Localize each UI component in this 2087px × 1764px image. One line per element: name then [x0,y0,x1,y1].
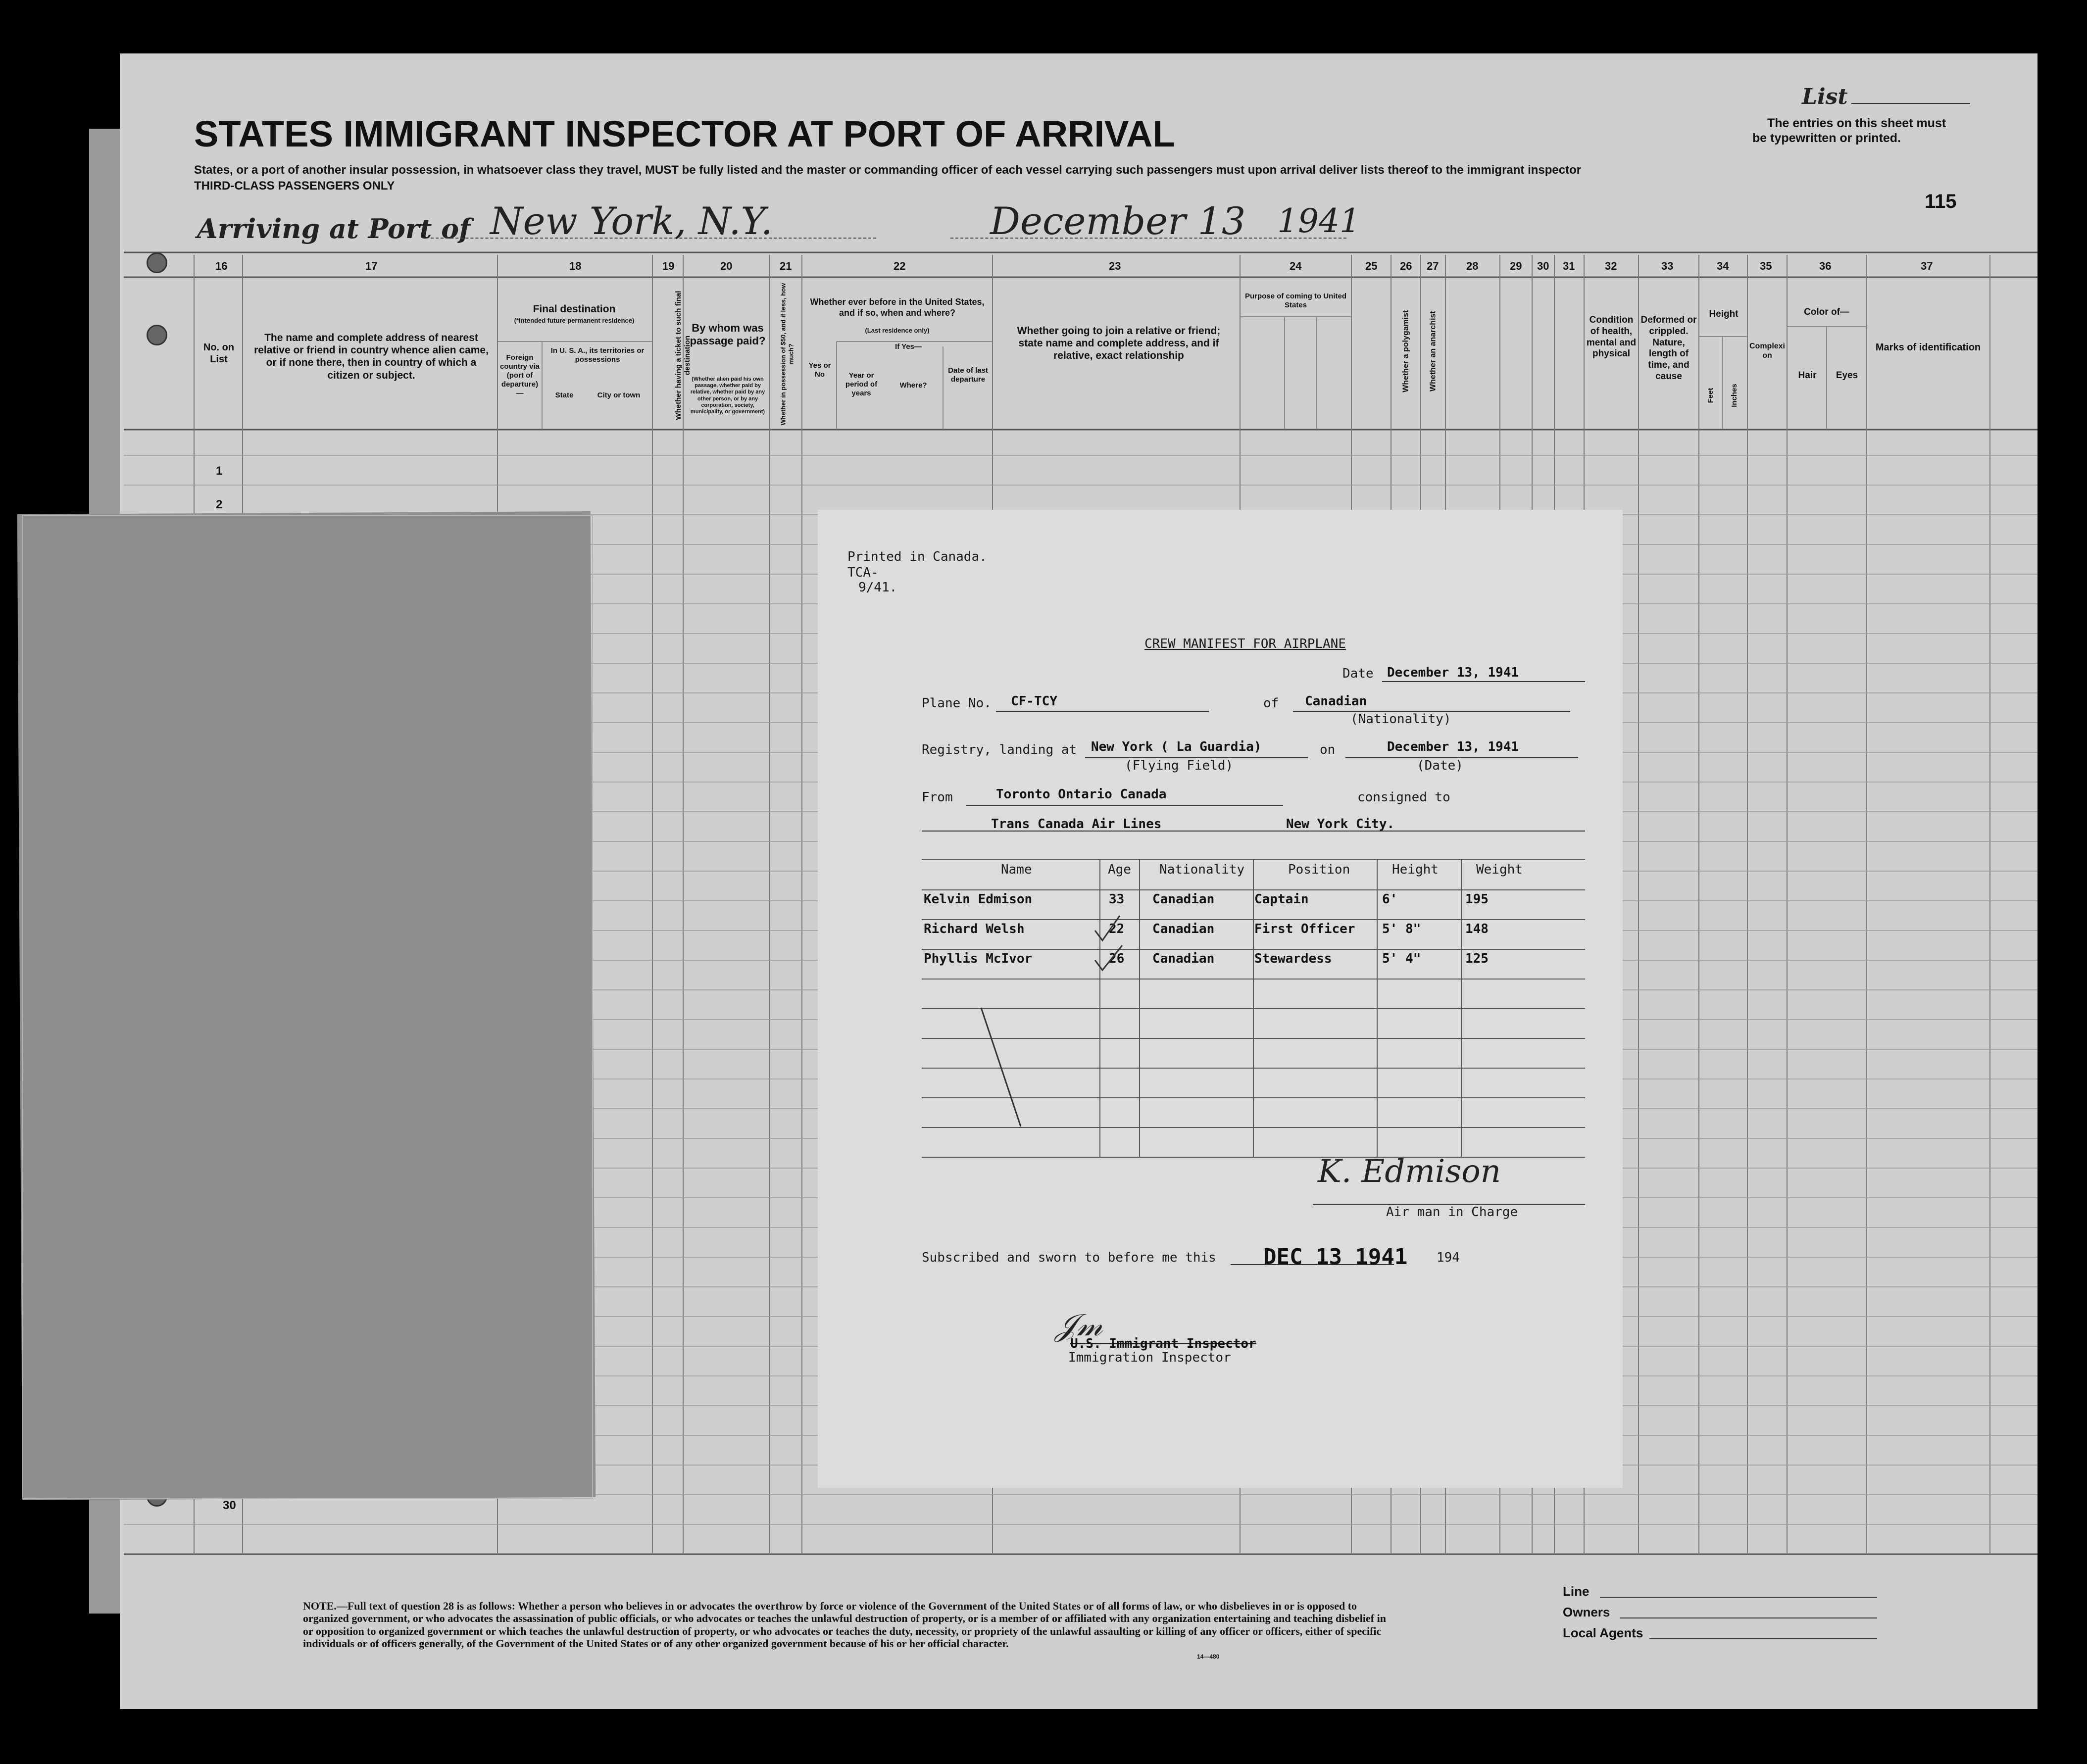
landing-date: December 13, 1941 [1387,739,1519,754]
col-34-header: Height [1709,309,1739,319]
owners-label: Owners [1563,1605,1610,1619]
of-label: of [1263,696,1279,711]
col-num-24: 24 [1290,260,1302,272]
sworn-year: 194 [1437,1250,1460,1265]
col-21-header: Whether in possession of $50, and if less, how much? [779,283,795,426]
col-num-30: 30 [1537,260,1549,272]
col-19-header: Whether having a ticket to such final destination [674,291,692,420]
form-date: 9/41. [858,580,897,595]
registry-label: Registry, landing at [922,742,1077,757]
col-36-eyes: Eyes [1836,370,1858,381]
col-18-usa: In U. S. A., its territories or possessions [550,346,645,364]
row-number-30: 30 [223,1499,236,1512]
col-26-header: Whether a polygamist [1401,310,1410,392]
year-handwritten: 1941 [1277,202,1360,240]
col-num-16: 16 [215,260,228,272]
crew-weight: 125 [1465,951,1489,966]
col-num-33: 33 [1661,260,1674,272]
col-22-ifyes: If Yes— [895,343,922,351]
col-22-sub: (Last residence only) [865,327,930,334]
col-num-18: 18 [569,260,582,272]
col-num-20: 20 [720,260,733,272]
on-label: on [1320,742,1336,757]
col-18-foreign: Foreign country via (port of departure)— [499,353,540,397]
page-number: 115 [1925,191,1957,212]
crew-header-position: Position [1288,862,1350,877]
crew-manifest-sheet [818,510,1623,1488]
crew-header-name: Name [1001,862,1032,877]
crew-position: Captain [1254,892,1309,907]
landing-field: New York ( La Guardia) [1091,739,1262,754]
crew-header-age: Age [1108,862,1131,877]
col-36-hair: Hair [1798,370,1817,381]
col-no-on-list: No. on List [203,342,235,365]
col-num-34: 34 [1717,260,1729,272]
col-27-header: Whether an anarchist [1429,311,1438,392]
col-18-city: City or town [597,391,641,399]
col-18-sub: (*Intended future permanent residence) [514,317,635,324]
crew-weight: 148 [1465,922,1489,936]
plane-number: CF-TCY [1011,694,1057,709]
port-handwritten: New York, N.Y. [490,199,773,243]
crew-position: First Officer [1254,922,1355,936]
col-num-29: 29 [1510,260,1522,272]
inspector-label: Immigration Inspector [1068,1350,1231,1365]
consignee-city: New York City. [1286,817,1395,832]
form-subtitle: States, or a port of another insular possession, in whatsoever class they travel, MUST be fully listed and the master or commanding officer of each vessel carrying such passengers must upon arrival deliver lists thereof to the immigrant inspector [194,163,1582,177]
col-20-header: By whom was passage paid? [690,322,766,347]
col-20-sub: (Whether alien paid his own passage, whether paid by relative, whether paid by any other person, or by any corporation, society, municipality, or government) [690,376,765,415]
nationality-caption: (Nationality) [1350,712,1451,727]
col-22-years: Year or period of years [845,371,878,397]
row-number-1: 1 [216,464,223,478]
crew-nationality: Canadian [1152,892,1215,907]
col-33-header: Deformed or crippled. Nature, length of time, and cause [1640,315,1697,382]
arriving-label: Arriving at Port of [197,213,471,245]
col-num-32: 32 [1605,260,1617,272]
col-num-25: 25 [1365,260,1378,272]
from-label: From [922,790,953,805]
form-title: STATES IMMIGRANT INSPECTOR AT PORT OF ARRIVAL [194,113,1175,154]
inspector-stamp: U.S. Immigrant Inspector [1070,1336,1256,1351]
col-18-title: Final destination [533,303,616,315]
from-location: Toronto Ontario Canada [996,787,1167,802]
col-num-17: 17 [365,260,378,272]
crew-name: Richard Welsh [924,922,1025,936]
manifest-date: December 13, 1941 [1387,665,1519,680]
col-22-yesno: Yes or No [808,361,831,379]
manifest-title: CREW MANIFEST FOR AIRPLANE [1144,637,1346,651]
list-label: List [1802,84,1848,109]
printed-in-label: Printed in Canada. [847,549,987,564]
col-num-21: 21 [780,260,792,272]
sworn-label: Subscribed and sworn to before me this [922,1250,1216,1265]
date-handwritten: December 13 [990,199,1246,243]
col-num-19: 19 [662,260,675,272]
row-number-2: 2 [216,498,223,511]
col-34-inches: Inches [1730,384,1739,407]
col-num-22: 22 [894,260,906,272]
crew-header-nationality: Nationality [1159,862,1245,877]
date-caption: (Date) [1417,758,1463,773]
col-num-26: 26 [1400,260,1412,272]
form-footer [120,1559,2037,1708]
consignee: Trans Canada Air Lines [991,817,1162,832]
col-17-header: The name and complete address of nearest relative or friend in country whence alien came, or if none there, then in country of which a citizen or subject. [254,332,489,381]
third-class-note: THIRD-CLASS PASSENGERS ONLY [194,179,395,193]
crew-height: 5' 8" [1382,922,1421,936]
plane-nationality: Canadian [1305,694,1367,709]
col-num-31: 31 [1563,260,1575,272]
col-36-header: Color of— [1804,307,1849,317]
col-num-36: 36 [1819,260,1832,272]
check-marks [1085,886,1130,975]
plane-label: Plane No. [922,696,992,711]
consigned-label: consigned to [1357,790,1450,805]
col-34-feet: Feet [1706,388,1715,403]
line-label: Line [1563,1584,1590,1599]
entries-note-2: be typewritten or printed. [1752,131,1901,145]
col-23-header: Whether going to join a relative or friend; state name and complete address, and if relative, exact relationship [1017,325,1221,362]
crew-name: Kelvin Edmison [924,892,1033,907]
sworn-date-stamp: DEC 13 1941 [1263,1244,1408,1270]
col-num-35: 35 [1760,260,1772,272]
col-num-23: 23 [1109,260,1121,272]
footer-note: NOTE.—Full text of question 28 is as follows: Whether a person who believes in or advocates the overthrow by force or violence of the Government of the United States or of all forms of law, or who disbelieves in or is opposed to organized government, or who advocates the assassination of public officials, or who advocates or teaches the unlawful destruction of property, or is a member of or affiliated with any organization entertaining and teaching disbelief in or opposition to organized government or which teaches the unlawful destruction of property, or who advocates or teaches the duty, necessity, or propriety of the unlawful assaulting or killing of any officer or officers, either of specific individuals or of officers generally, of the Government of the United States or of any other organized government because of his or her official character. [303,1600,1386,1650]
entries-note-1: The entries on this sheet must [1767,116,1946,130]
crew-height: 6' [1382,892,1398,907]
crew-nationality: Canadian [1152,951,1215,966]
col-22-where: Where? [899,381,927,390]
crew-nationality: Canadian [1152,922,1215,936]
crew-height: 5' 4" [1382,951,1421,966]
footer-form-code: 14—480 [1197,1653,1220,1660]
col-num-27: 27 [1427,260,1439,272]
local-agents-label: Local Agents [1563,1625,1643,1640]
folder-edge [22,515,593,1499]
binder-hole [147,252,167,273]
date-label: Date [1342,666,1374,681]
binder-hole [147,325,167,345]
crew-age: 33 [1109,892,1125,907]
flying-field-caption: (Flying Field) [1125,758,1234,773]
crew-header-weight: Weight [1476,862,1523,877]
inspector-signature: 𝒥𝓂 [1055,1307,1103,1343]
crew-name: Phyllis McIvor [924,951,1033,966]
form-code: TCA- [847,565,879,580]
crew-age: 22 [1109,922,1125,936]
col-32-header: Condition of health, mental and physical [1586,315,1637,359]
col-37-header: Marks of identification [1875,342,1981,353]
airman-signature: K. Edmison [1318,1153,1501,1190]
crew-header-height: Height [1392,862,1439,877]
airman-label: Air man in Charge [1386,1205,1518,1220]
col-22-header: Whether ever before in the United States, and if so, when and where? [810,297,985,318]
col-24-header: Purpose of coming to United States [1245,292,1346,309]
crew-weight: 195 [1465,892,1489,907]
col-35-header: Complexion [1749,342,1785,360]
crew-age: 26 [1109,951,1125,966]
col-22-date: Date of last departure [948,366,988,384]
col-num-37: 37 [1921,260,1933,272]
crew-position: Stewardess [1254,951,1332,966]
col-num-28: 28 [1466,260,1479,272]
col-18-state: State [555,391,574,399]
